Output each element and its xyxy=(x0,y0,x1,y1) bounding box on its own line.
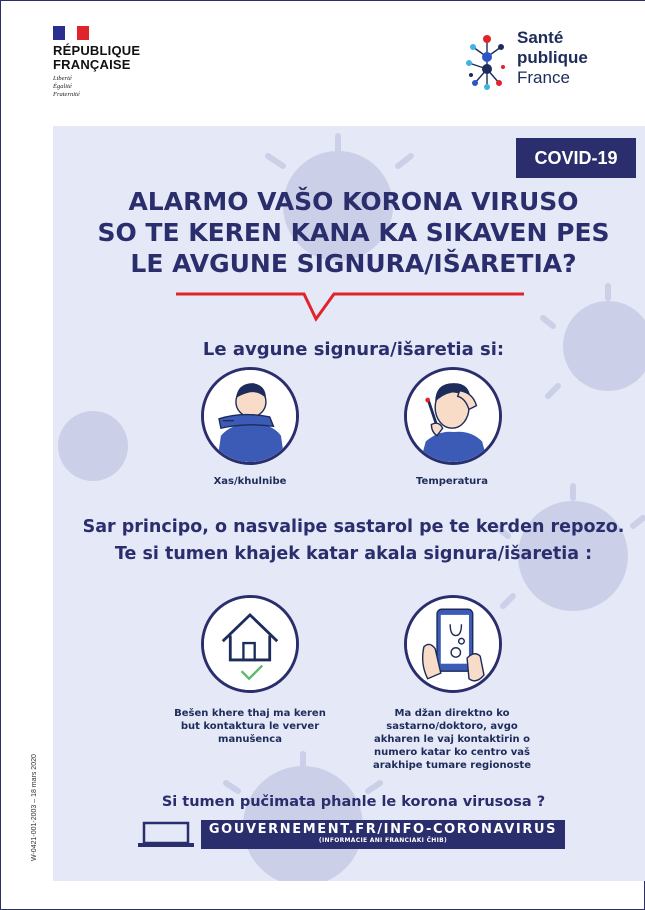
headline-line-1: ALARMO VAŠO KORONA VIRUSO xyxy=(128,187,579,216)
phone-icon xyxy=(404,595,502,693)
stay-home-line-3: manušenca xyxy=(218,734,282,745)
question-text: Si tumen pučimata phanle le korona virusosa ? xyxy=(161,794,546,810)
motto-fraternite: Fraternité xyxy=(53,91,80,98)
spf-line-3: France xyxy=(517,68,570,87)
url-subtext: (INFORMACIE ANI FRANCIAKI ČHIB) xyxy=(318,837,448,844)
speech-bubble-tail xyxy=(176,289,526,325)
cough-label: Xas/khulnibe xyxy=(213,476,287,487)
headline xyxy=(61,186,645,279)
principle-text xyxy=(61,514,645,568)
laptop-icon xyxy=(138,821,194,849)
french-flag-icon xyxy=(53,26,89,40)
spf-line-2: publique xyxy=(517,48,588,67)
motto-egalite: Égalité xyxy=(53,83,72,90)
fever-icon xyxy=(404,367,502,465)
url-text: GOUVERNEMENT.FR/INFO-CORONAVIRUS xyxy=(208,822,558,837)
covid-badge: COVID-19 xyxy=(516,138,636,178)
principle-line-1: Sar principo, o nasvalipe sastarol pe te kerden repozo. xyxy=(82,517,625,537)
stay-home-line-2: but kontaktura le verver xyxy=(180,721,320,732)
headline-line-3: LE AVGUNE SIGNURA/IŠARETIA? xyxy=(130,249,577,278)
info-url-link[interactable] xyxy=(201,820,565,849)
call-doctor-line-4: numero katar ko centro vaš xyxy=(374,747,530,758)
republique-francaise-logo xyxy=(53,26,163,99)
header xyxy=(1,1,645,126)
cough-icon xyxy=(201,367,299,465)
molecule-icon xyxy=(463,27,513,99)
call-doctor-caption xyxy=(359,707,545,772)
spf-line-1: Santé xyxy=(517,28,564,47)
republic-line-1: RÉPUBLIQUE xyxy=(53,43,141,58)
call-doctor-line-5: arakhipe tumare regionoste xyxy=(373,760,531,771)
call-doctor-line-2: sastarno/doktoro, avgo xyxy=(386,721,518,732)
call-doctor-line-3: akharen le vaj kontaktirin o xyxy=(373,734,531,745)
house-icon xyxy=(201,595,299,693)
headline-line-2: SO TE KEREN KANA KA SIKAVEN PES xyxy=(97,218,610,247)
motto-liberte: Liberté xyxy=(53,75,72,82)
fever-label: Temperatura xyxy=(416,476,488,487)
stay-home-caption xyxy=(166,707,334,746)
stay-home-line-1: Bešen khere thaj ma keren xyxy=(174,708,326,719)
document-code: W-0421-001-2003 – 18 mars 2020 xyxy=(31,754,38,861)
republic-line-2: FRANÇAISE xyxy=(53,57,131,72)
call-doctor-line-1: Ma džan direktno ko xyxy=(394,708,510,719)
signs-title: Le avgune signura/išaretia si: xyxy=(202,339,505,360)
principle-line-2: Te si tumen khajek katar akala signura/išaretia : xyxy=(114,544,593,564)
sante-publique-france-logo xyxy=(463,27,613,99)
